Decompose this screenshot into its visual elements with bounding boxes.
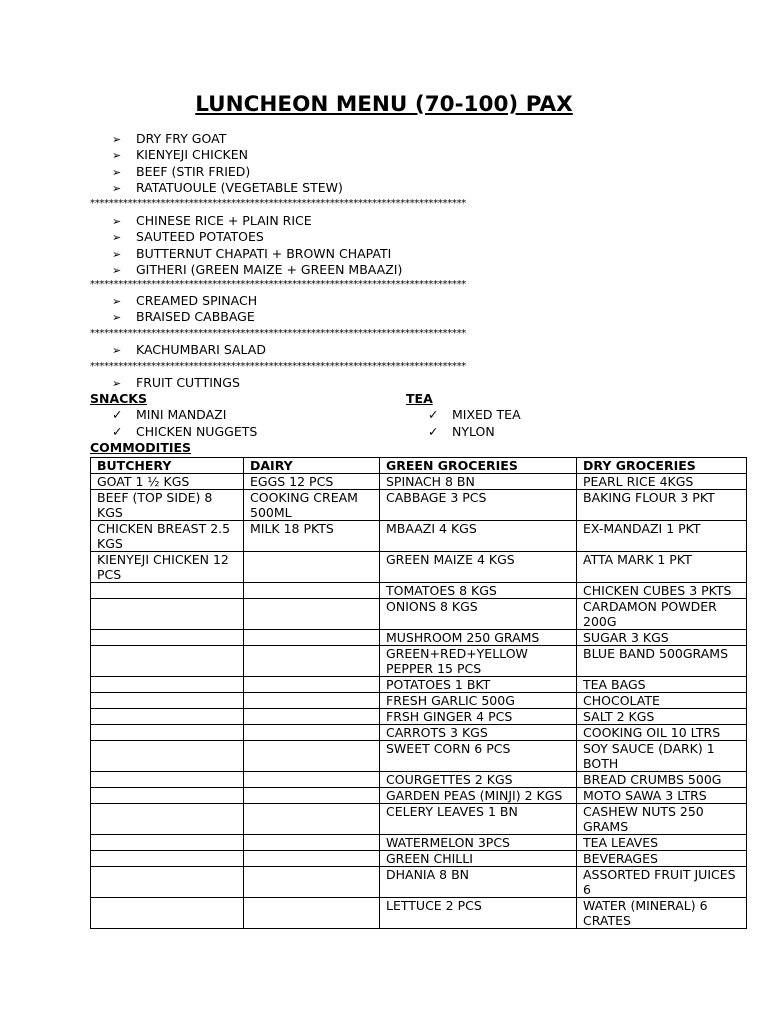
menu-item-label: RATATUOULE (VEGETABLE STEW) <box>136 179 343 195</box>
menu-item-label: BRAISED CABBAGE <box>136 309 255 325</box>
arrow-bullet-icon: ➢ <box>112 247 122 261</box>
menu-item <box>112 147 343 163</box>
table-row <box>91 490 747 521</box>
dairy-cell <box>244 788 380 804</box>
table-row <box>91 583 747 599</box>
dry-groceries-cell: TEA BAGS <box>577 677 747 693</box>
table-row <box>91 835 747 851</box>
dry-groceries-cell: EX-MANDAZI 1 PKT <box>577 521 747 552</box>
dry-groceries-cell: SOY SAUCE (DARK) 1 BOTH <box>577 741 747 772</box>
dairy-cell <box>244 741 380 772</box>
dry-groceries-cell: CHOCOLATE <box>577 693 747 709</box>
green-groceries-cell: DHANIA 8 BN <box>380 867 577 898</box>
dairy-cell <box>244 804 380 835</box>
dry-groceries-cell: BAKING FLOUR 3 PKT <box>577 490 747 521</box>
dry-groceries-cell: CHICKEN CUBES 3 PKTS <box>577 583 747 599</box>
dairy-cell <box>244 646 380 677</box>
page-title: LUNCHEON MENU (70-100) PAX <box>195 92 573 117</box>
dairy-cell <box>244 867 380 898</box>
butchery-cell <box>91 599 244 630</box>
menu-group-vegetables <box>112 293 257 326</box>
dairy-cell <box>244 599 380 630</box>
dairy-cell <box>244 898 380 929</box>
menu-item <box>112 164 343 180</box>
menu-group-salad <box>112 342 266 358</box>
menu-group-fruit <box>112 375 240 391</box>
table-row <box>91 693 747 709</box>
table-row <box>91 521 747 552</box>
butchery-cell <box>91 898 244 929</box>
table-row <box>91 630 747 646</box>
table-row <box>91 552 747 583</box>
column-header: BUTCHERY <box>91 458 244 474</box>
green-groceries-cell: CABBAGE 3 PCS <box>380 490 577 521</box>
arrow-bullet-icon: ➢ <box>112 377 122 390</box>
dairy-cell <box>244 709 380 725</box>
butchery-cell <box>91 630 244 646</box>
menu-item <box>112 262 402 278</box>
separator-line: ******************************************************************************** <box>90 362 467 372</box>
table-row <box>91 741 747 772</box>
checkmark-icon: ✓ <box>428 407 439 422</box>
menu-item <box>112 309 257 325</box>
commodities-table-body <box>91 474 747 929</box>
dry-groceries-cell: COOKING OIL 10 LTRS <box>577 725 747 741</box>
menu-item <box>112 342 266 358</box>
dairy-cell <box>244 693 380 709</box>
arrow-bullet-icon: ➢ <box>112 165 122 179</box>
dry-groceries-cell: SUGAR 3 KGS <box>577 630 747 646</box>
checkmark-icon: ✓ <box>428 424 439 439</box>
green-groceries-cell: GREEN+RED+YELLOW PEPPER 15 PCS <box>380 646 577 677</box>
snacks-list <box>112 406 257 440</box>
green-groceries-cell: GARDEN PEAS (MINJI) 2 KGS <box>380 788 577 804</box>
list-item <box>112 423 257 440</box>
table-row <box>91 725 747 741</box>
dairy-cell <box>244 725 380 741</box>
dry-groceries-cell: SALT 2 KGS <box>577 709 747 725</box>
tea-heading: TEA <box>406 391 433 406</box>
tea-label: NYLON <box>452 424 495 439</box>
green-groceries-cell: GREEN CHILLI <box>380 851 577 867</box>
snack-label: MINI MANDAZI <box>136 407 227 422</box>
green-groceries-cell: SPINACH 8 BN <box>380 474 577 490</box>
dry-groceries-cell: BLUE BAND 500GRAMS <box>577 646 747 677</box>
list-item <box>428 423 521 440</box>
menu-item <box>112 131 343 147</box>
list-item <box>428 406 521 423</box>
dairy-cell <box>244 630 380 646</box>
menu-item-label: BEEF (STIR FRIED) <box>136 163 251 179</box>
arrow-bullet-icon: ➢ <box>112 311 122 325</box>
arrow-bullet-icon: ➢ <box>112 295 122 308</box>
dairy-cell <box>244 677 380 693</box>
green-groceries-cell: FRSH GINGER 4 PCS <box>380 709 577 725</box>
butchery-cell <box>91 741 244 772</box>
dry-groceries-cell: PEARL RICE 4KGS <box>577 474 747 490</box>
table-row <box>91 709 747 725</box>
butchery-cell <box>91 693 244 709</box>
snacks-heading: SNACKS <box>90 391 148 406</box>
checkmark-icon: ✓ <box>112 424 123 439</box>
menu-item-label: SAUTEED POTATOES <box>136 229 264 245</box>
menu-item <box>112 180 343 196</box>
dry-groceries-cell: ASSORTED FRUIT JUICES 6 <box>577 867 747 898</box>
arrow-bullet-icon: ➢ <box>112 149 122 163</box>
dairy-cell <box>244 772 380 788</box>
menu-item-label: KIENYEJI CHICKEN <box>136 147 248 163</box>
butchery-cell <box>91 772 244 788</box>
menu-item-label: DRY FRY GOAT <box>136 131 227 146</box>
green-groceries-cell: SWEET CORN 6 PCS <box>380 741 577 772</box>
commodities-table <box>90 457 747 929</box>
table-row <box>91 867 747 898</box>
butchery-cell: BEEF (TOP SIDE) 8 KGS <box>91 490 244 521</box>
green-groceries-cell: CELERY LEAVES 1 BN <box>380 804 577 835</box>
menu-group-mains <box>112 131 343 196</box>
dry-groceries-cell: WATER (MINERAL) 6 CRATES <box>577 898 747 929</box>
arrow-bullet-icon: ➢ <box>112 344 122 357</box>
green-groceries-cell: CARROTS 3 KGS <box>380 725 577 741</box>
green-groceries-cell: MUSHROOM 250 GRAMS <box>380 630 577 646</box>
butchery-cell <box>91 646 244 677</box>
butchery-cell <box>91 804 244 835</box>
separator-line: ******************************************************************************** <box>90 280 467 290</box>
arrow-bullet-icon: ➢ <box>112 181 122 195</box>
table-row <box>91 898 747 929</box>
butchery-cell: CHICKEN BREAST 2.5 KGS <box>91 521 244 552</box>
green-groceries-cell: ONIONS 8 KGS <box>380 599 577 630</box>
dairy-cell <box>244 552 380 583</box>
tea-list <box>428 406 521 440</box>
green-groceries-cell: COURGETTES 2 KGS <box>380 772 577 788</box>
arrow-bullet-icon: ➢ <box>112 215 122 228</box>
green-groceries-cell: MBAAZI 4 KGS <box>380 521 577 552</box>
butchery-cell <box>91 583 244 599</box>
menu-item-label: FRUIT CUTTINGS <box>136 375 240 390</box>
dry-groceries-cell: TEA LEAVES <box>577 835 747 851</box>
table-row <box>91 772 747 788</box>
menu-item-label: KACHUMBARI SALAD <box>136 342 266 357</box>
dry-groceries-cell: BREAD CRUMBS 500G <box>577 772 747 788</box>
butchery-cell <box>91 835 244 851</box>
column-header: DAIRY <box>244 458 380 474</box>
butchery-cell <box>91 725 244 741</box>
table-row <box>91 851 747 867</box>
menu-item-label: CHINESE RICE + PLAIN RICE <box>136 213 312 228</box>
dairy-cell: EGGS 12 PCS <box>244 474 380 490</box>
dry-groceries-cell: MOTO SAWA 3 LTRS <box>577 788 747 804</box>
butchery-cell <box>91 677 244 693</box>
table-row <box>91 474 747 490</box>
butchery-cell <box>91 788 244 804</box>
green-groceries-cell: GREEN MAIZE 4 KGS <box>380 552 577 583</box>
arrow-bullet-icon: ➢ <box>112 133 122 146</box>
butchery-cell <box>91 867 244 898</box>
separator-line: ******************************************************************************** <box>90 329 467 339</box>
dry-groceries-cell: CASHEW NUTS 250 GRAMS <box>577 804 747 835</box>
snack-label: CHICKEN NUGGETS <box>136 424 258 439</box>
menu-item <box>112 213 402 229</box>
list-item <box>112 406 257 423</box>
green-groceries-cell: WATERMELON 3PCS <box>380 835 577 851</box>
arrow-bullet-icon: ➢ <box>112 231 122 245</box>
tea-label: MIXED TEA <box>452 407 521 422</box>
separator-line: ******************************************************************************** <box>90 199 467 209</box>
dairy-cell <box>244 851 380 867</box>
column-header: DRY GROCERIES <box>577 458 747 474</box>
menu-item <box>112 229 402 245</box>
dairy-cell: COOKING CREAM 500ML <box>244 490 380 521</box>
arrow-bullet-icon: ➢ <box>112 263 122 277</box>
dry-groceries-cell: CARDAMON POWDER 200G <box>577 599 747 630</box>
table-row <box>91 646 747 677</box>
table-row <box>91 599 747 630</box>
green-groceries-cell: TOMATOES 8 KGS <box>380 583 577 599</box>
commodities-heading: COMMODITIES <box>90 440 192 455</box>
menu-group-starches <box>112 213 402 278</box>
butchery-cell <box>91 709 244 725</box>
menu-item <box>112 293 257 309</box>
dry-groceries-cell: BEVERAGES <box>577 851 747 867</box>
butchery-cell <box>91 851 244 867</box>
table-header-row <box>91 458 747 474</box>
table-row <box>91 677 747 693</box>
butchery-cell: KIENYEJI CHICKEN 12 PCS <box>91 552 244 583</box>
green-groceries-cell: POTATOES 1 BKT <box>380 677 577 693</box>
table-row <box>91 788 747 804</box>
menu-item-label: GITHERI (GREEN MAIZE + GREEN MBAAZI) <box>136 261 403 277</box>
menu-item <box>112 246 402 262</box>
green-groceries-cell: FRESH GARLIC 500G <box>380 693 577 709</box>
dairy-cell: MILK 18 PKTS <box>244 521 380 552</box>
dairy-cell <box>244 835 380 851</box>
menu-item <box>112 375 240 391</box>
checkmark-icon: ✓ <box>112 407 123 422</box>
butchery-cell: GOAT 1 ½ KGS <box>91 474 244 490</box>
menu-item-label: CREAMED SPINACH <box>136 293 258 308</box>
dairy-cell <box>244 583 380 599</box>
dry-groceries-cell: ATTA MARK 1 PKT <box>577 552 747 583</box>
column-header: GREEN GROCERIES <box>380 458 577 474</box>
table-row <box>91 804 747 835</box>
menu-item-label: BUTTERNUT CHAPATI + BROWN CHAPATI <box>136 245 392 261</box>
green-groceries-cell: LETTUCE 2 PCS <box>380 898 577 929</box>
